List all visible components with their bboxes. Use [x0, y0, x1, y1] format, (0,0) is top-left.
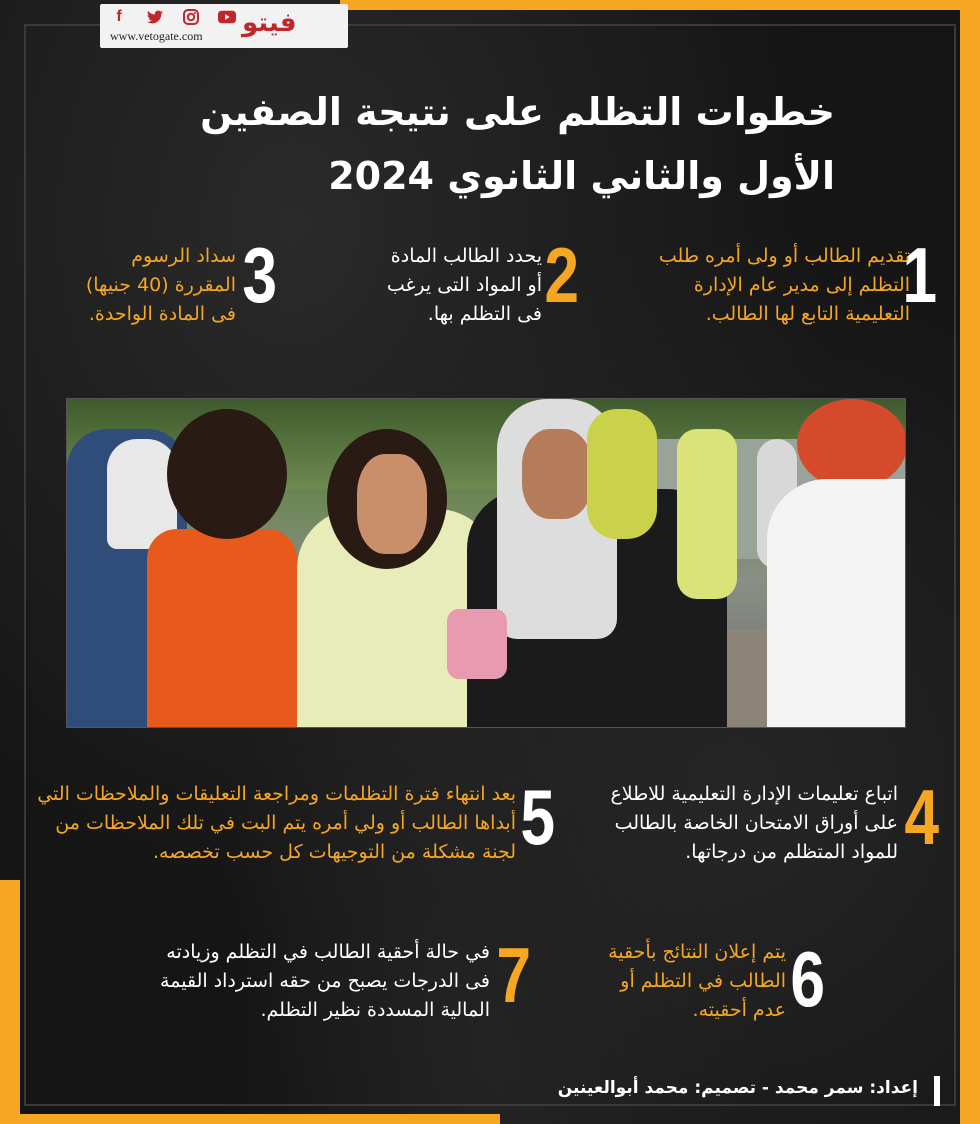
accent-bar-left: [0, 880, 20, 1124]
twitter-icon[interactable]: [146, 8, 164, 26]
credit-divider: [934, 1076, 940, 1106]
step-number: 7: [496, 931, 532, 1019]
step-number: 4: [904, 773, 940, 861]
step-text: يتم إعلان النتائج بأحقية الطالب في التظلم أو عدم أحقيته.: [608, 941, 786, 1021]
brand-logo: فيتو: [242, 8, 297, 38]
credits: إعداد: سمر محمد - تصميم: محمد أبوالعينين: [557, 1078, 918, 1098]
step-text: اتباع تعليمات الإدارة التعليمية للاطلاع على أوراق الامتحان الخاصة بالطالب للمواد المتظلم من درجاتها.: [610, 783, 898, 863]
step-text: بعد انتهاء فترة التظلمات ومراجعة التعليقات والملاحظات التي أبداها الطالب أو ولي أمره يتم البت في تلك الملاحظات من لجنة مشكلة من التوجيهات كل حسب تخصصه.: [37, 783, 516, 863]
youtube-icon[interactable]: [218, 8, 236, 26]
step-text: في حالة أحقية الطالب في التظلم وزيادته فى الدرجات يصبح من حقه استرداد القيمة المالية المسددة نظير التظلم.: [160, 941, 490, 1021]
accent-bar-bottom: [0, 1114, 500, 1124]
social-icons: [110, 8, 236, 26]
step-number: 6: [790, 935, 826, 1023]
accent-bar-right: [960, 0, 980, 1124]
step-number: 2: [544, 231, 580, 319]
site-url[interactable]: www.vetogate.com: [110, 29, 203, 43]
accent-bar-top: [340, 0, 980, 10]
title-line-2: الأول والثاني الثانوي 2024: [328, 154, 835, 198]
facebook-icon[interactable]: f: [116, 8, 122, 25]
step-number: 5: [520, 773, 556, 861]
instagram-icon[interactable]: [182, 8, 200, 26]
step-number: 1: [902, 231, 938, 319]
page-title: [115, 80, 835, 208]
students-photo: [66, 398, 906, 728]
step-text: تقديم الطالب أو ولى أمره طلب التظلم إلى مدير عام الإدارة التعليمية التابع لها الطالب.: [658, 245, 910, 325]
step-text: سداد الرسوم المقررة (40 جنيها) فى المادة الواحدة.: [85, 245, 236, 325]
step-text: يحدد الطالب المادة أو المواد التى يرغب فى التظلم بها.: [386, 245, 542, 325]
title-line-1: خطوات التظلم على نتيجة الصفين: [200, 90, 835, 134]
step-number: 3: [242, 231, 278, 319]
